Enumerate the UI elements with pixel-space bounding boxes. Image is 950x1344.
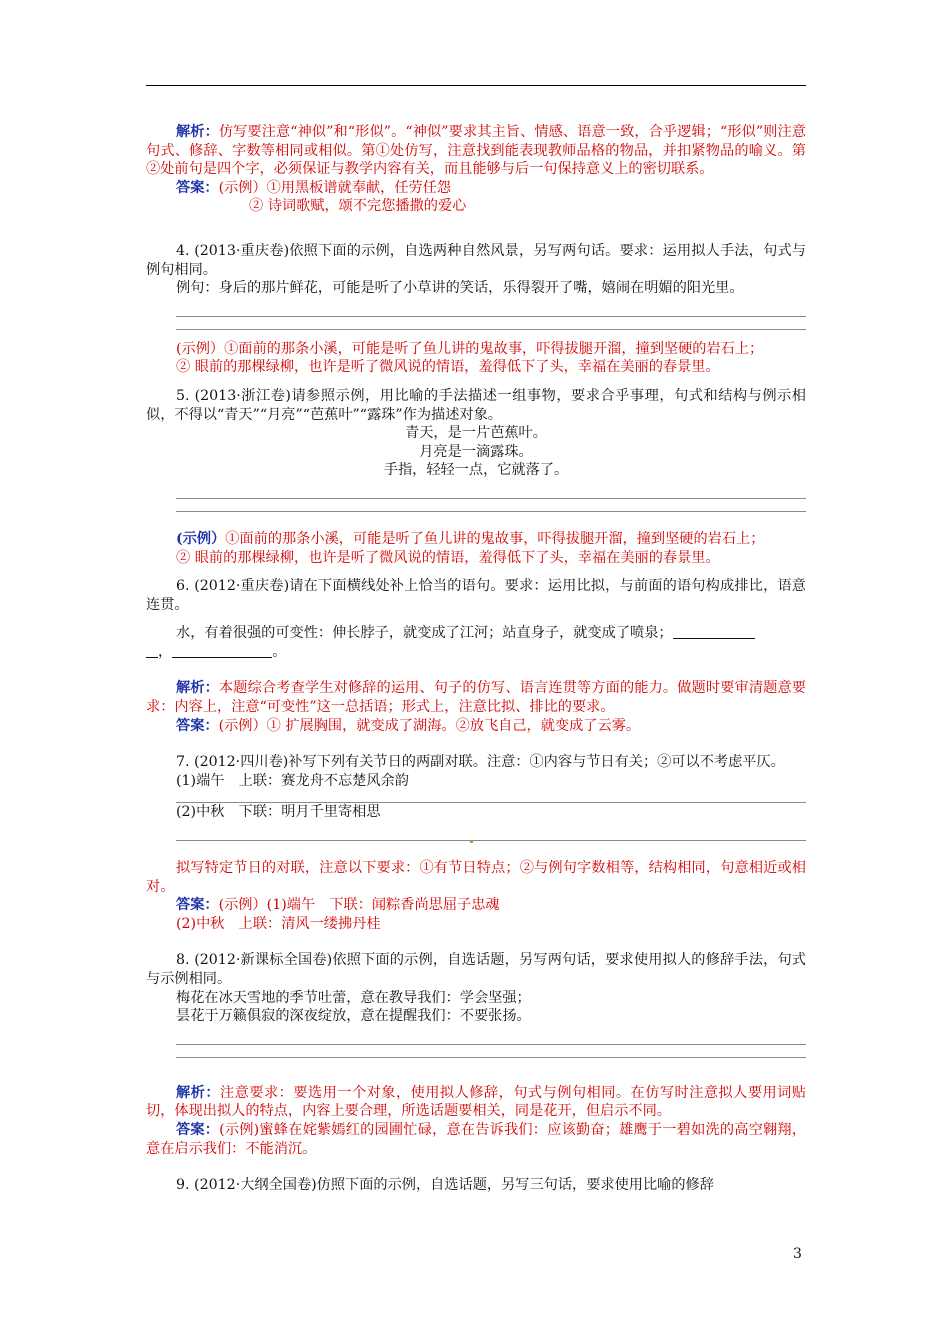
answer-blank-line[interactable] bbox=[176, 822, 806, 841]
q3-analysis bbox=[146, 123, 806, 179]
q7-item-2: (2)中秋 下联：明月千里寄相思 bbox=[176, 804, 381, 821]
answer-label: 答案： bbox=[176, 897, 219, 914]
answer-blank-line[interactable] bbox=[176, 1026, 806, 1045]
q7-item-1: (1)端午 上联：赛龙舟不忘楚风余韵 bbox=[176, 772, 409, 789]
q5-answer-2: ② 眼前的那棵绿柳，也许是听了微风说的情语，羞得低下了头，幸福在美丽的春景里。 bbox=[176, 549, 720, 566]
answer-label: 答案： bbox=[176, 1121, 220, 1138]
q7-answer bbox=[146, 896, 806, 915]
q8-example-1: 梅花在冰天雪地的季节吐蕾，意在教导我们：学会坚强； bbox=[176, 989, 531, 1006]
q6-question: 6. (2012·重庆卷)请在下面横线处补上恰当的语句。要求：运用比拟，与前面的语句构成排比，语意连贯。 bbox=[146, 578, 806, 613]
analysis-text: 仿写要注意“神似”和“形似”。“神似”要求其主旨、情感、语意一致，合乎逻辑；“形似”则注意句式、修辞、字数等相同或相似。第①处仿写，注意找到能表现教师品格的物品，并扣紧物品的喻义。第②处前句是四个字，必须保证与教学内容有关，而且能够与后一句保持意义上的密切联系。 bbox=[146, 124, 806, 178]
q6-sentence-cont: ， 。 bbox=[146, 643, 806, 662]
answer-label: (示例） bbox=[176, 530, 226, 547]
q5-question: 5. (2013·浙江卷)请参照示例，用比喻的手法描述一组事物，要求合乎事理，句式和结构与例示相似，不得以“青天”“月亮”“芭蕉叶”“露珠”作为描述对象。 bbox=[146, 387, 806, 423]
analysis-text: 注意要求：要选用一个对象，使用拟人修辞，句式与例句相同。在仿写时注意拟人要用词贴切，体现出拟人的特点，内容上要合理，所选话题要相关，同是花开，但启示不同。 bbox=[146, 1084, 806, 1120]
q4-question: 4. (2013·重庆卷)依照下面的示例，自选两种自然风景，另写两句话。要求：运用拟人手法，句式与例句相同。 bbox=[146, 242, 806, 278]
q5-poem-line: 青天，是一片芭蕉叶。 bbox=[405, 425, 547, 442]
q4-answer-2: ② 眼前的那棵绿柳，也许是听了微风说的情语，羞得低下了头，幸福在美丽的春景里。 bbox=[176, 359, 720, 376]
answer-label: 答案： bbox=[176, 179, 219, 196]
q6-sentence: 水，有着很强的可变性：伸长脖子，就变成了江河；站直身子，就变成了喷泉； bbox=[146, 624, 806, 643]
answer-text: ①面前的那条小溪，可能是听了鱼儿讲的鬼故事，吓得拔腿开溜，撞到坚硬的岩石上； bbox=[225, 530, 765, 547]
q6-analysis bbox=[146, 679, 806, 716]
fill-blank[interactable] bbox=[172, 643, 272, 658]
q8-question: 8. (2012·新课标全国卷)依照下面的示例，自选话题，另写两句话，要求使用拟人的修辞手法，句式与示例相同。 bbox=[146, 952, 806, 987]
q4-example: 例句：身后的那片鲜花，可能是听了小草讲的笑话，乐得裂开了嘴，嬉闹在明媚的阳光里。 bbox=[176, 280, 744, 297]
q7-answer-2: (2)中秋 上联：清风一缕拂丹桂 bbox=[176, 915, 381, 932]
q6-answer bbox=[146, 717, 806, 736]
q4-answer-1: (示例）①面前的那条小溪，可能是听了鱼儿讲的鬼故事，吓得拔腿开溜，撞到坚硬的岩石上； bbox=[176, 340, 764, 357]
answer-blank-line[interactable] bbox=[176, 298, 806, 317]
q3-answer bbox=[146, 179, 806, 198]
answer-text: (示例）(1)端午 下联：闻粽香尚思屈子忠魂 bbox=[218, 897, 500, 914]
answer-blank-line[interactable] bbox=[176, 499, 806, 512]
q7-question: 7. (2012·四川卷)补写下列有关节日的两副对联。注意：①内容与节日有关；②可以不考虑平仄。 bbox=[176, 754, 785, 771]
q7-analysis bbox=[146, 859, 806, 896]
answer-blank-line[interactable] bbox=[176, 480, 806, 499]
fill-blank[interactable] bbox=[146, 643, 158, 658]
q8-analysis bbox=[146, 1084, 806, 1121]
answer-text: (示例)蜜蜂在姹紫嫣红的园圃忙碌，意在告诉我们：应该勤奋；雄鹰于一碧如洗的高空翱翔，意在启示我们：不能消沉。 bbox=[146, 1121, 806, 1157]
header-rule bbox=[146, 85, 806, 86]
answer-label: 答案： bbox=[176, 717, 219, 734]
analysis-label: 解析： bbox=[176, 124, 219, 140]
q5-answer-1 bbox=[146, 530, 806, 549]
fill-blank[interactable] bbox=[673, 624, 755, 639]
answer-blank-line[interactable] bbox=[176, 790, 806, 803]
answer-text: (示例）①用黑板谱就奉献，任劳任怨 bbox=[218, 179, 452, 196]
analysis-label: 解析： bbox=[176, 680, 219, 697]
q8-example-2: 昙花于万籁俱寂的深夜绽放，意在提醒我们：不要张扬。 bbox=[176, 1008, 531, 1025]
q5-poem-line: 手指，轻轻一点，它就落了。 bbox=[383, 462, 569, 479]
q5-poem-line: 月亮是一滴露珠。 bbox=[419, 443, 533, 460]
q9-question: 9. (2012·大纲全国卷)仿照下面的示例，自选话题，另写三句话，要求使用比喻的修辞 bbox=[176, 1177, 714, 1194]
page-content bbox=[146, 123, 806, 1195]
answer-blank-line[interactable] bbox=[176, 317, 806, 330]
q8-answer bbox=[146, 1121, 806, 1158]
analysis-text: 拟写特定节日的对联，注意以下要求：①有节日特点；②与例句字数相等，结构相同，句意相近或相对。 bbox=[146, 860, 806, 895]
answer-text: (示例）① 扩展胸围，就变成了湖海。②放飞自己，就变成了云雾。 bbox=[218, 717, 641, 734]
analysis-text: 本题综合考查学生对修辞的运用、句子的仿写、语言连贯等方面的能力。做题时要审清题意要求：内容上，注意“可变性”这一总括语；形式上，注意比拟、排比的要求。 bbox=[146, 680, 806, 716]
q3-answer-2: ② 诗词歌赋，颂不完您播撒的爱心 bbox=[249, 198, 467, 215]
page-number: 3 bbox=[793, 1246, 802, 1262]
answer-blank-line[interactable] bbox=[176, 1045, 806, 1058]
stray-mark bbox=[470, 840, 473, 843]
analysis-label: 解析： bbox=[176, 1084, 220, 1101]
